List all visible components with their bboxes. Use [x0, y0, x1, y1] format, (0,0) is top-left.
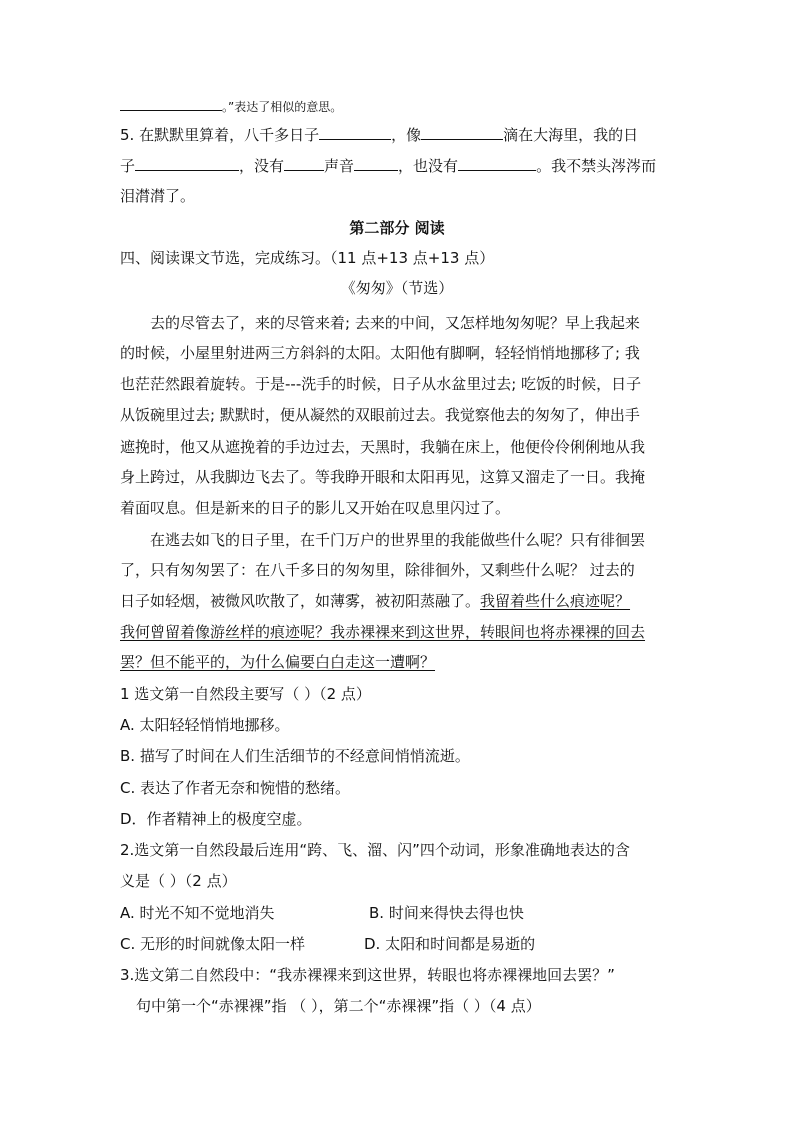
q5-text: ，也没有	[398, 157, 459, 175]
q5-text: ，没有	[239, 157, 285, 175]
q5-text: 。我不禁头涔涔而	[536, 157, 657, 175]
q2-option-b[interactable]: B. 时间来得快去得也快	[369, 904, 524, 922]
answer-blank[interactable]	[354, 155, 398, 171]
underlined-line: 我何曾留着像游丝样的痕迹呢？我赤裸裸来到这世界，转眼间也将赤裸裸的回去	[120, 623, 646, 641]
passage-line: 在逃去如飞的日子里，在千门万户的世界里的我能做些什么呢？只有徘徊罢	[150, 531, 646, 549]
q5-text: 5. 在默默里算着，八千多日子	[120, 126, 320, 144]
q2-option-a[interactable]: A. 时光不知不觉地消失	[120, 904, 275, 922]
passage-line: 从饭碗里过去; 默默时，便从凝然的双眼前过去。我觉察他去的匆匆了，伸出手	[120, 406, 640, 424]
q5-text: ，像	[391, 126, 422, 144]
q5-text: 滴在大海里，我的日	[503, 126, 639, 144]
passage-line: 遮挽时，他又从遮挽着的手边过去，天黑时，我躺在床上，他便伶伶俐俐地从我	[120, 438, 646, 456]
answer-blank[interactable]	[458, 155, 536, 171]
q2-stem-line-1: 2.选文第一自然段最后连用“跨、飞、溜、闪”四个动词，形象准确地表达的含	[120, 841, 630, 859]
section-instruction: 四、阅读课文节选，完成练习。（11 点+13 点+13 点）	[120, 249, 495, 267]
q1-option-a[interactable]: A. 太阳轻轻悄悄地挪移。	[120, 716, 290, 734]
underlined-text: 我留着些什么痕迹呢？	[480, 592, 631, 610]
q5-text: 子	[120, 157, 136, 175]
q4-tail-text: 。”表达了相似的意思。	[222, 100, 343, 114]
answer-blank[interactable]	[284, 155, 324, 171]
passage-line: 了，只有匆匆罢了：在八千多日的匆匆里，除徘徊外，又剩些什么呢？ 过去的	[120, 561, 635, 579]
passage-line: 也茫茫然跟着旋转。于是---洗手的时候，日子从水盆里过去; 吃饭的时候，日子	[120, 375, 642, 393]
passage-text: 日子如轻烟，被微风吹散了，如薄雾，被初阳蒸融了。	[120, 592, 481, 610]
passage-line: 去的尽管去了，来的尽管来着; 去来的中间，又怎样地匆匆呢？早上我起来	[150, 314, 640, 332]
answer-blank[interactable]	[120, 95, 222, 111]
q2-option-c[interactable]: C. 无形的时间就像太阳一样	[120, 935, 306, 953]
q1-option-d[interactable]: D．作者精神上的极度空虚。	[120, 810, 312, 828]
answer-blank[interactable]	[421, 124, 503, 140]
underlined-line: 罢？但不能平的，为什么偏要白白走这一遭啊？	[120, 653, 436, 671]
answer-blank[interactable]	[319, 124, 391, 140]
q5-text: 声音	[324, 157, 355, 175]
q1-option-c[interactable]: C. 表达了作者无奈和惋惜的愁绪。	[120, 779, 351, 797]
q4-tail-line	[120, 95, 342, 117]
q5-line-3	[120, 186, 195, 206]
q1-option-b[interactable]: B. 描写了时间在人们生活细节的不经意间悄悄流逝。	[120, 747, 470, 765]
q5-line-1	[120, 124, 638, 145]
passage-line	[120, 591, 630, 611]
passage-line: 身上跨过，从我脚边飞去了。等我睁开眼和太阳再见，这算又溜走了一日。我掩	[120, 468, 646, 486]
q3-stem: 3.选文第二自然段中：“我赤裸裸来到这世界，转眼也将赤裸裸地回去罢？”	[120, 966, 615, 984]
q5-text: 泪潸潸了。	[120, 187, 196, 205]
passage-line: 的时候，小屋里射进两三方斜斜的太阳。太阳他有脚啊，轻轻悄悄地挪移了; 我	[120, 344, 640, 362]
q2-stem-line-2: 义是（ ）（2 点）	[120, 872, 237, 890]
section-title: 第二部分 阅读	[349, 219, 445, 237]
q3-subquestion: 句中第一个“赤裸裸”指 （ ），第二个“赤裸裸”指（ ）（4 点）	[136, 997, 541, 1015]
passage-line: 着面叹息。但是新来的日子的影儿又开始在叹息里闪过了。	[120, 499, 511, 517]
q2-option-d[interactable]: D. 太阳和时间都是易逝的	[364, 935, 536, 953]
q1-stem: 1 选文第一自然段主要写（ ）（2 点）	[120, 685, 371, 703]
q5-line-2	[120, 155, 656, 176]
passage-title: 《匆匆》（节选）	[340, 279, 454, 297]
answer-blank[interactable]	[135, 155, 239, 171]
